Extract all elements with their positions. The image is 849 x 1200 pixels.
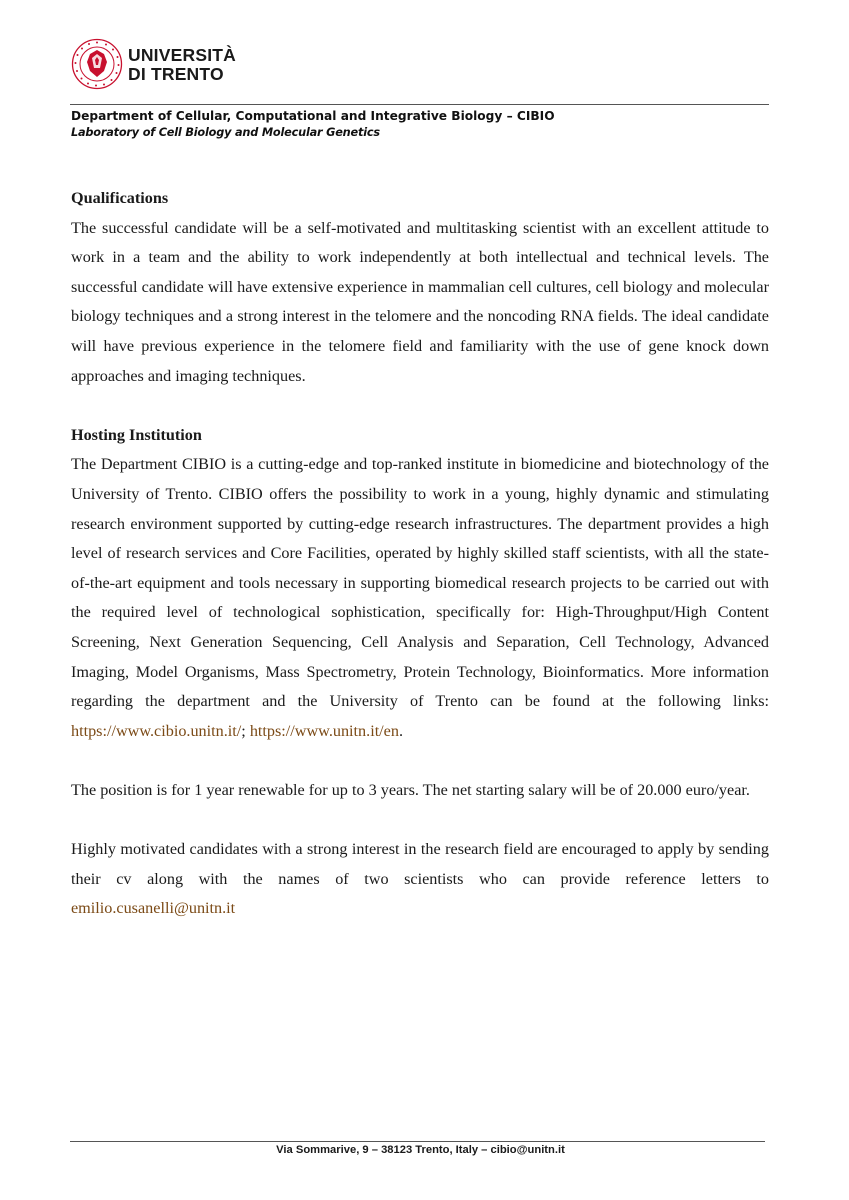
university-name-line2: DI TRENTO: [128, 64, 224, 84]
header-divider: [70, 104, 769, 105]
department-name: Department of Cellular, Computational and Integrative Biology – CIBIO: [71, 109, 555, 123]
footer-address-text: Via Sommarive, 9 – 38123 Trento, Italy – cibio@unitn.it: [276, 1144, 565, 1156]
document-body: [71, 184, 769, 924]
laboratory-name: Laboratory of Cell Biology and Molecular Genetics: [71, 126, 380, 139]
period: .: [398, 721, 404, 740]
footer-address: [0, 1144, 849, 1156]
qualifications-heading: Qualifications: [71, 189, 169, 207]
cibio-link[interactable]: https://www.cibio.unitn.it/: [71, 721, 242, 740]
apply-text: Highly motivated candidates with a strong interest in the research field are encouraged to apply by sending their cv along with the names of two scientists who can provide reference letters to: [71, 840, 769, 888]
contact-email-link[interactable]: emilio.cusanelli@unitn.it: [71, 899, 236, 918]
apply-paragraph: [71, 835, 769, 924]
hosting-institution-paragraph: [71, 450, 769, 746]
unitn-link[interactable]: https://www.unitn.it/en: [249, 721, 399, 740]
university-name-line1: UNIVERSITÀ: [128, 45, 236, 65]
hosting-institution-heading: Hosting Institution: [71, 425, 202, 444]
footer-divider: [70, 1141, 765, 1142]
university-seal-logo: [71, 38, 123, 90]
position-paragraph: The position is for 1 year renewable for up to 3 years. The net starting salary will be of 20.000 euro/year.: [71, 780, 750, 799]
link-separator: ;: [241, 721, 250, 740]
hosting-text: The Department CIBIO is a cutting-edge and top-ranked institute in biomedicine and biotechnology of the University of Trento. CIBIO offers the possibility to work in a young, highly dynamic and stimulating research environment supported by cutting-edge research infrastructures. The department provides a high level of research services and Core Facilities, operated by highly skilled staff scientists, with all the state-of-the-art equipment and tools necessary in supporting biomedical research projects to be carried out with the required level of technological sophistication, specifically for: High-Throughput/High Content Screening, Next Generation Sequencing, Cell Analysis and Separation, Cell Technology, Advanced Imaging, Model Organisms, Mass Spectrometry, Protein Technology, Bioinformatics. More information regarding the department and the University of Trento can be found at the following links:: [71, 455, 769, 711]
university-name: [128, 46, 236, 84]
qualifications-paragraph: The successful candidate will be a self-motivated and multitasking scientist with an excellent attitude to work in a team and the ability to work independently at both intellectual and technical levels. The successful candidate will have extensive experience in mammalian cell cultures, cell biology and molecular biology techniques and a strong interest in the telomere and the noncoding RNA fields. The ideal candidate will have previous experience in the telomere field and familiarity with the use of gene knock down approaches and imaging techniques.: [71, 218, 769, 385]
